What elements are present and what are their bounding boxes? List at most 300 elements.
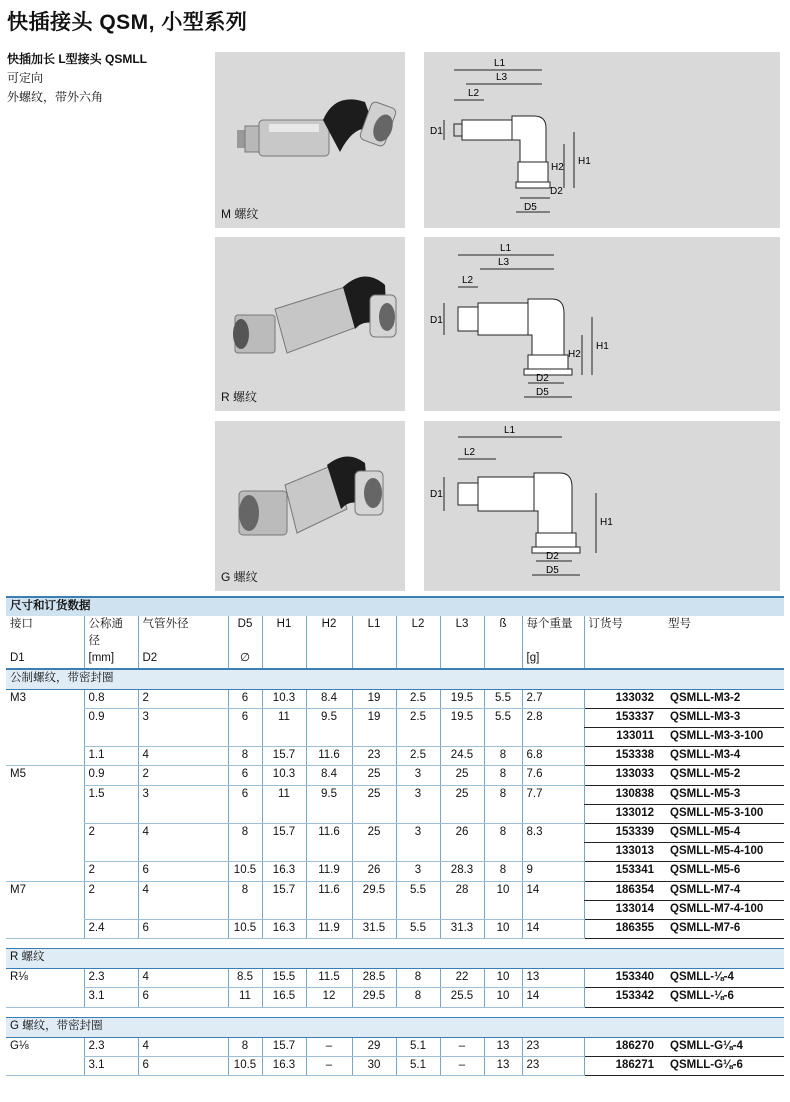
table-row [6,766,784,785]
cell-b: 8 [484,862,522,881]
cell-h1 [262,728,306,747]
cell-l2: 8 [396,988,440,1007]
product-description [7,50,147,107]
cell-l2: 2.5 [396,708,440,727]
table-row [6,804,784,823]
cell-port [6,988,84,1007]
dimension-drawing-m [424,52,780,228]
cell-nom: 2.3 [84,969,138,988]
col-b: ß [484,616,522,650]
cell-l1: 26 [352,862,396,881]
section-title: R 螺纹 [6,949,784,969]
photo-panel-g-thread [215,421,405,591]
cell-l2: 3 [396,785,440,804]
cell-nom: 3.1 [84,988,138,1007]
table-row [6,969,784,988]
col-d5-sub: ∅ [228,650,262,669]
cell-l2: 5.1 [396,1037,440,1056]
cell-b [484,728,522,747]
cell-b [484,900,522,919]
cell-port: G⅛ [10,1039,29,1052]
cell-order-number: 133013 [584,843,664,862]
cell-model: QSMLL-M5-6 [664,862,784,881]
cell-h2: 11.9 [306,919,352,938]
cell-w: 7.6 [522,766,584,785]
cell-h2: 12 [306,988,352,1007]
cell-l1: 19 [352,689,396,708]
cell-l3: 25 [440,785,484,804]
dim-d2-g: D2 [546,551,559,562]
cell-tube: 4 [138,747,228,766]
cell-tube [138,843,228,862]
cell-h2 [306,804,352,823]
cell-l1: 28.5 [352,969,396,988]
col-tube: 气管外径 [138,616,228,650]
cell-tube [138,900,228,919]
cell-d5: 10.5 [228,862,262,881]
col-nominal-sub: [mm] [84,650,138,669]
cell-order-number: 133014 [584,900,664,919]
cell-h1: 16.3 [262,1056,306,1075]
dim-h1-g: H1 [600,517,613,528]
dim-h1: H1 [578,156,591,167]
cell-l1: 29.5 [352,881,396,900]
cell-d5: 11 [228,988,262,1007]
cell-l2: 2.5 [396,747,440,766]
cell-port [6,785,84,804]
cell-w [522,804,584,823]
cell-l3: 31.3 [440,919,484,938]
cell-model: QSMLL-M5-3 [664,785,784,804]
cell-l2 [396,900,440,919]
cell-h2: – [306,1056,352,1075]
cell-l3: 24.5 [440,747,484,766]
section-header [6,949,784,969]
cell-port [6,862,84,881]
cell-nom [84,804,138,823]
table-row [6,728,784,747]
cell-model: QSMLL-M5-4 [664,824,784,843]
cell-port [6,824,84,843]
cell-b: 10 [484,988,522,1007]
cell-order-number: 153340 [584,969,664,988]
col-tube-sub: D2 [138,650,228,669]
cell-nom: 2 [84,824,138,843]
cell-h1: 15.5 [262,969,306,988]
cell-b: 8 [484,824,522,843]
cell-order-number: 133032 [584,689,664,708]
cell-d5 [228,900,262,919]
cell-b: 5.5 [484,708,522,727]
cell-d5 [228,804,262,823]
cell-w [522,728,584,747]
feature-orientable: 可定向 [7,71,44,85]
cell-d5: 6 [228,785,262,804]
cell-order-number: 133033 [584,766,664,785]
col-order: 订货号 [584,616,664,650]
cell-model: QSMLL-M3-2 [664,689,784,708]
cell-b: 13 [484,1056,522,1075]
cell-l3: 28.3 [440,862,484,881]
cell-l1: 29.5 [352,988,396,1007]
cell-model: QSMLL-M7-4 [664,881,784,900]
cell-w: 13 [522,969,584,988]
cell-l1: 25 [352,824,396,843]
dim-l2-g: L2 [464,447,476,458]
cell-h2: 8.4 [306,689,352,708]
cell-l1 [352,843,396,862]
table-row [6,1056,784,1075]
product-name: 快插加长 L型接头 QSMLL [7,52,147,66]
dim-l3: L3 [496,72,508,83]
cell-order-number: 186271 [584,1056,664,1075]
cell-l3 [440,900,484,919]
cell-order-number: 133012 [584,804,664,823]
cell-l1: 23 [352,747,396,766]
cell-w: 14 [522,881,584,900]
cell-port: M5 [10,768,26,781]
drawing-panel-r [424,237,780,411]
cell-w: 14 [522,988,584,1007]
cell-tube: 4 [138,881,228,900]
cell-port [6,919,84,938]
col-nominal: 公称通径 [84,616,138,650]
cell-b: 10 [484,919,522,938]
cell-l2 [396,728,440,747]
cell-l1: 19 [352,708,396,727]
cell-w [522,900,584,919]
cell-l1: 31.5 [352,919,396,938]
dim-d2-r: D2 [536,373,549,384]
cell-port [6,747,84,766]
cell-order-number: 186354 [584,881,664,900]
cell-b: 13 [484,1037,522,1056]
cell-h2: 9.5 [306,785,352,804]
dim-d1-g: D1 [430,489,443,500]
col-port-sub: D1 [6,650,84,669]
cell-nom [84,900,138,919]
cell-h2: 9.5 [306,708,352,727]
cell-tube: 6 [138,1056,228,1075]
cell-tube: 4 [138,824,228,843]
dim-d5: D5 [524,202,537,213]
section-header [6,669,784,689]
cell-tube: 6 [138,988,228,1007]
cell-tube: 3 [138,785,228,804]
cell-d5: 10.5 [228,919,262,938]
col-l2: L2 [396,616,440,650]
cell-model: QSMLL-M5-2 [664,766,784,785]
feature-thread: 外螺纹，带外六角 [7,90,104,104]
col-port: 接口 [6,616,84,650]
table-row [6,988,784,1007]
cell-order-number: 153338 [584,747,664,766]
cell-l3 [440,843,484,862]
cell-l2: 3 [396,862,440,881]
cell-b [484,843,522,862]
cell-l2: 5.5 [396,881,440,900]
cell-h2: 11.6 [306,747,352,766]
cell-l3: 28 [440,881,484,900]
cell-l2: 2.5 [396,689,440,708]
cell-tube [138,728,228,747]
dim-l1-r: L1 [500,243,512,254]
cell-h1: 16.3 [262,862,306,881]
cell-l1: 25 [352,785,396,804]
cell-nom: 2.4 [84,919,138,938]
cell-h1: 16.5 [262,988,306,1007]
cell-d5: 10.5 [228,1056,262,1075]
cell-l1: 29 [352,1037,396,1056]
cell-d5 [228,843,262,862]
cell-h1: 10.3 [262,689,306,708]
cell-w [522,843,584,862]
cell-l2: 3 [396,766,440,785]
table-row [6,689,784,708]
cell-l3: 25 [440,766,484,785]
cell-h2: 8.4 [306,766,352,785]
cell-h2: – [306,1037,352,1056]
cell-nom: 0.9 [84,708,138,727]
cell-l1 [352,900,396,919]
cell-model: QSMLL-⅛-6 [664,988,784,1007]
cell-b: 8 [484,747,522,766]
col-h1: H1 [262,616,306,650]
cell-b: 5.5 [484,689,522,708]
cell-l1: 25 [352,766,396,785]
cell-d5: 8.5 [228,969,262,988]
col-model: 型号 [664,616,784,650]
dimension-drawing-r [424,237,780,411]
cell-d5: 6 [228,766,262,785]
dim-d1: D1 [430,126,443,137]
cell-model: QSMLL-⅛-4 [664,969,784,988]
section-header [6,1017,784,1037]
cell-l2: 5.1 [396,1056,440,1075]
cell-d5: 8 [228,824,262,843]
cell-model: QSMLL-M3-4 [664,747,784,766]
cell-port [6,843,84,862]
cell-d5: 8 [228,747,262,766]
photo-panel-m-thread [215,52,405,228]
cell-nom: 0.9 [84,766,138,785]
cell-l3: 19.5 [440,708,484,727]
cell-nom [84,843,138,862]
cell-h1 [262,843,306,862]
cell-tube: 4 [138,1037,228,1056]
cell-b [484,804,522,823]
fitting-photo-r [215,237,405,411]
cell-port [6,1056,84,1075]
dim-l2: L2 [468,88,480,99]
cell-model: QSMLL-G⅛-6 [664,1056,784,1075]
cell-model: QSMLL-G⅛-4 [664,1037,784,1056]
cell-d5 [228,728,262,747]
col-d5: D5 [228,616,262,650]
cell-h2 [306,843,352,862]
col-l1: L1 [352,616,396,650]
cell-w: 8.3 [522,824,584,843]
cell-l3: 19.5 [440,689,484,708]
cell-tube [138,804,228,823]
cell-w: 2.8 [522,708,584,727]
dim-l1: L1 [494,58,506,69]
cell-model: QSMLL-M7-4-100 [664,900,784,919]
cell-w: 23 [522,1037,584,1056]
panel-label-m: M 螺纹 [221,207,259,221]
cell-l3: 22 [440,969,484,988]
cell-b: 10 [484,881,522,900]
cell-l1 [352,804,396,823]
cell-w: 9 [522,862,584,881]
section-title: 公制螺纹，带密封圈 [6,669,784,689]
table-row [6,881,784,900]
cell-tube: 2 [138,689,228,708]
cell-h1: 16.3 [262,919,306,938]
cell-d5: 6 [228,708,262,727]
table-row [6,1037,784,1056]
cell-h1 [262,900,306,919]
dim-h2: H2 [551,162,564,173]
page-title: 快插接头 QSM, 小型系列 [7,11,248,34]
cell-l3: 26 [440,824,484,843]
cell-l3: 25.5 [440,988,484,1007]
cell-h2 [306,728,352,747]
cell-tube: 4 [138,969,228,988]
cell-l2: 5.5 [396,919,440,938]
cell-nom: 2.3 [84,1037,138,1056]
col-weight: 每个重量 [522,616,584,650]
cell-order-number: 153339 [584,824,664,843]
col-l3: L3 [440,616,484,650]
cell-port: M7 [10,883,26,896]
cell-l1 [352,728,396,747]
table-row [6,708,784,727]
dim-d1-r: D1 [430,315,443,326]
fitting-photo-g [215,421,405,591]
cell-l2 [396,804,440,823]
cell-d5: 8 [228,1037,262,1056]
cell-l3 [440,804,484,823]
dim-d2: D2 [550,186,563,197]
cell-d5: 8 [228,881,262,900]
cell-l2: 8 [396,969,440,988]
cell-h1: 15.7 [262,747,306,766]
cell-h2 [306,900,352,919]
cell-w: 2.7 [522,689,584,708]
cell-w: 7.7 [522,785,584,804]
table-row [6,785,784,804]
table-body [6,669,784,1075]
cell-order-number: 186270 [584,1037,664,1056]
cell-l3 [440,728,484,747]
cell-model: QSMLL-M3-3-100 [664,728,784,747]
cell-d5: 6 [228,689,262,708]
cell-nom [84,728,138,747]
cell-h2: 11.6 [306,881,352,900]
cell-h2: 11.5 [306,969,352,988]
fitting-photo-m [215,52,405,228]
cell-l2 [396,843,440,862]
drawing-panel-g [424,421,780,591]
dimension-drawing-g [424,421,780,591]
drawing-panel-m [424,52,780,228]
dim-l2-r: L2 [462,275,474,286]
cell-b: 8 [484,785,522,804]
cell-h1: 10.3 [262,766,306,785]
cell-l3: – [440,1056,484,1075]
cell-model: QSMLL-M5-4-100 [664,843,784,862]
panel-label-g: G 螺纹 [221,570,258,584]
cell-l2: 3 [396,824,440,843]
cell-tube: 3 [138,708,228,727]
dim-d5-r: D5 [536,387,549,398]
col-weight-sub: [g] [522,650,584,669]
cell-nom: 1.5 [84,785,138,804]
cell-w: 6.8 [522,747,584,766]
cell-nom: 0.8 [84,689,138,708]
dim-h1-r: H1 [596,341,609,352]
cell-model: QSMLL-M7-6 [664,919,784,938]
cell-model: QSMLL-M5-3-100 [664,804,784,823]
cell-order-number: 153337 [584,708,664,727]
panel-label-r: R 螺纹 [221,390,258,404]
cell-b: 8 [484,766,522,785]
cell-h1: 15.7 [262,881,306,900]
dim-h2-r: H2 [568,349,581,360]
cell-port: R⅛ [10,971,28,984]
dim-l1-g: L1 [504,425,516,436]
cell-order-number: 153341 [584,862,664,881]
cell-nom: 1.1 [84,747,138,766]
cell-port [6,708,84,727]
cell-tube: 6 [138,862,228,881]
cell-h1: 11 [262,785,306,804]
cell-w: 14 [522,919,584,938]
cell-order-number: 153342 [584,988,664,1007]
cell-port [6,728,84,747]
cell-tube: 6 [138,919,228,938]
cell-nom: 2 [84,862,138,881]
cell-nom: 3.1 [84,1056,138,1075]
cell-h2: 11.6 [306,824,352,843]
cell-order-number: 130838 [584,785,664,804]
table-row [6,824,784,843]
cell-h1: 11 [262,708,306,727]
photo-panel-r-thread [215,237,405,411]
cell-order-number: 133011 [584,728,664,747]
cell-order-number: 186355 [584,919,664,938]
cell-h1: 15.7 [262,824,306,843]
cell-tube: 2 [138,766,228,785]
order-data-table [6,596,784,1076]
cell-model: QSMLL-M3-3 [664,708,784,727]
cell-b: 10 [484,969,522,988]
cell-h1: 15.7 [262,1037,306,1056]
cell-h1 [262,804,306,823]
table-row [6,900,784,919]
table-row [6,919,784,938]
table-row [6,862,784,881]
table-row [6,747,784,766]
table-row [6,843,784,862]
table-title: 尺寸和订货数据 [6,597,784,616]
cell-port [6,900,84,919]
col-h2: H2 [306,616,352,650]
cell-nom: 2 [84,881,138,900]
section-title: G 螺纹，带密封圈 [6,1017,784,1037]
cell-l3: – [440,1037,484,1056]
